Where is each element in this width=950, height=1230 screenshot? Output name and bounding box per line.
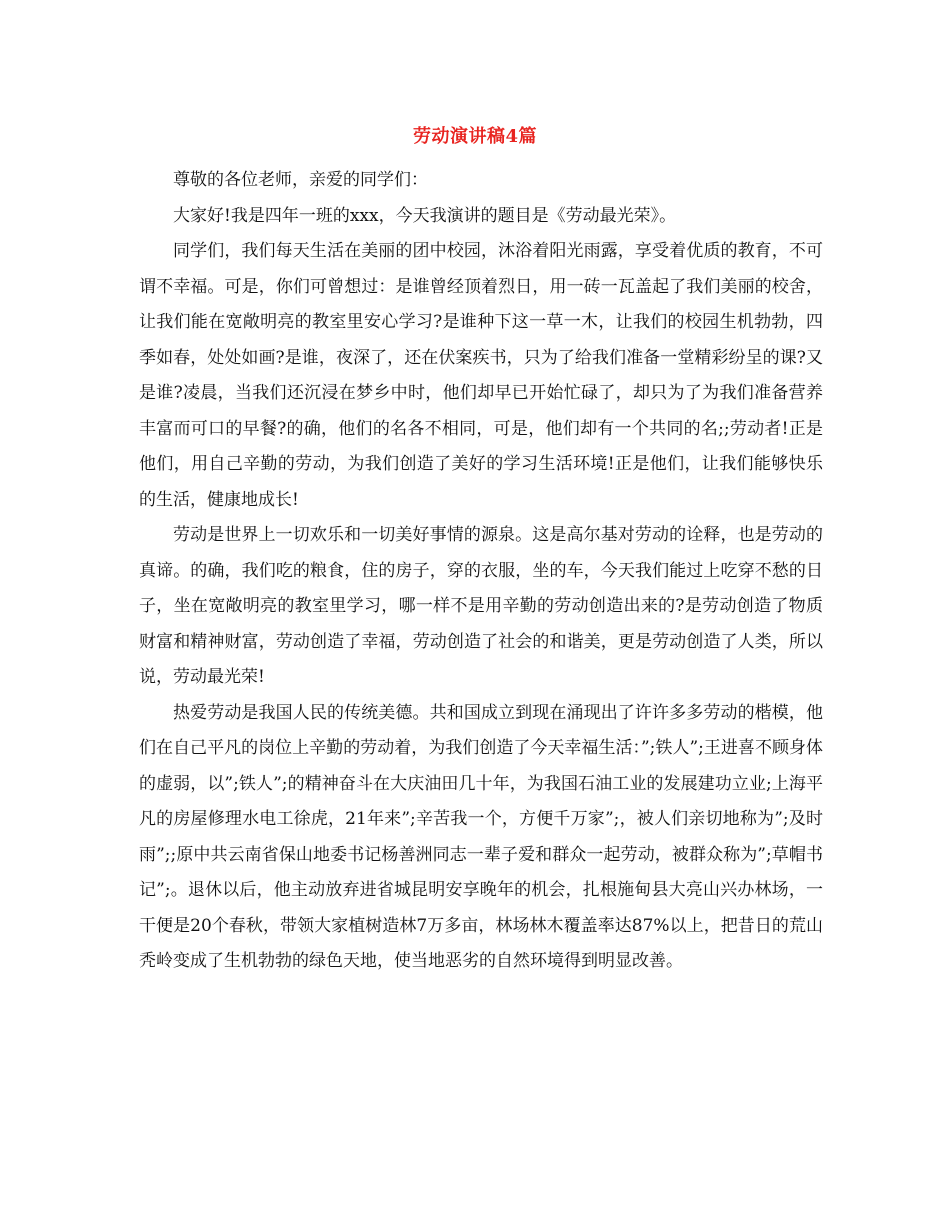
- document-title: 劳动演讲稿4篇: [412, 126, 538, 147]
- paragraph-body-1: 同学们，我们每天生活在美丽的团中校园，沐浴着阳光雨露，享受着优质的教育，不可谓不幸福。可是，你们可曾想过：是谁曾经顶着烈日，用一砖一瓦盖起了我们美丽的校舍，让我们能在宽敞明亮的教室里安心学习?是谁种下这一草一木，让我们的校园生机勃勃，四季如春，处处如画?是谁，夜深了，还在伏案疾书，只为了给我们准备一堂精彩纷呈的课?又是谁?凌晨，当我们还沉浸在梦乡中时，他们却早已开始忙碌了，却只为了为我们准备营养丰富而可口的早餐?的确，他们的名各不相同，可是，他们却有一个共同的名;;劳动者!正是他们，用自己辛勤的劳动，为我们创造了美好的学习生活环境!正是他们，让我们能够快乐的生活，健康地成长!: [139, 241, 823, 510]
- paragraph-greeting: 大家好!我是四年一班的xxx，今天我演讲的题目是《劳动最光荣》。: [173, 205, 677, 226]
- paragraph-body-3: 热爱劳动是我国人民的传统美德。共和国成立到现在涌现出了许许多多劳动的楷模，他们在自己平凡的岗位上辛勤的劳动着，为我们创造了今天幸福生活：”;铁人”;王进喜不顾身体的虚弱，以”;铁人”;的精神奋斗在大庆油田几十年，为我国石油工业的发展建功立业;上海平凡的房屋修理水电工徐虎，21年来”;辛苦我一个，方便千万家”;，被人们亲切地称为”;及时雨”;;原中共云南省保山地委书记杨善洲同志一辈子爱和群众一起劳动，被群众称为”;草帽书记”;。退休以后，他主动放弃进省城昆明安享晚年的机会，扎根施甸县大亮山兴办林场，一干便是20个春秋，带领大家植树造林7万多亩，林场林木覆盖率达87%以上，把昔日的荒山秃岭变成了生机勃勃的绿色天地，使当地恶劣的自然环境得到明显改善。: [139, 702, 823, 971]
- document-body: [139, 163, 823, 980]
- paragraph-body-2: 劳动是世界上一切欢乐和一切美好事情的源泉。这是高尔基对劳动的诠释，也是劳动的真谛。的确，我们吃的粮食，住的房子，穿的衣服，坐的车，今天我们能过上吃穿不愁的日子，坐在宽敞明亮的教室里学习，哪一样不是用辛勤的劳动创造出来的?是劳动创造了物质财富和精神财富，劳动创造了幸福，劳动创造了社会的和谐美，更是劳动创造了人类，所以说，劳动最光荣!: [139, 525, 823, 687]
- paragraph-salutation: 尊敬的各位老师，亲爱的同学们：: [173, 170, 428, 190]
